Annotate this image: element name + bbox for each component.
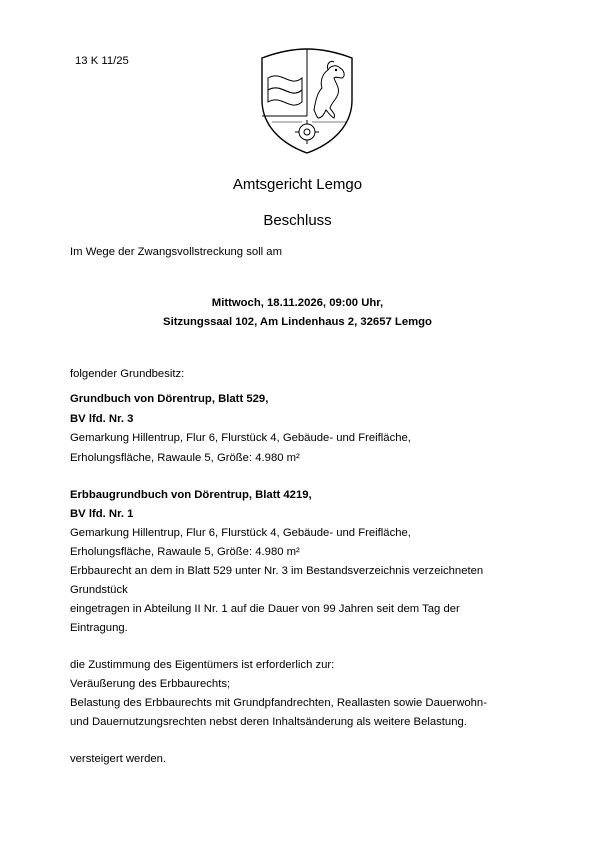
- entry1-bv: BV lfd. Nr. 3: [70, 413, 134, 425]
- closing-text: versteigert werden.: [70, 753, 167, 765]
- consent-line: die Zustimmung des Eigentümers ist erforderlich zur:: [70, 659, 335, 671]
- consent-line: und Dauernutzungsrechten nebst deren Inhaltsänderung als weitere Belastung.: [70, 716, 467, 728]
- entry2-line: Gemarkung Hillentrup, Flur 6, Flurstück 4, Gebäude- und Freifläche,: [70, 527, 411, 539]
- document-title: Beschluss: [263, 212, 332, 229]
- consent-line: Veräußerung des Erbbaurechts;: [70, 678, 231, 690]
- entry2-line: Erbbaurecht an dem in Blatt 529 unter Nr. 3 im Bestandsverzeichnis verzeichneten: [70, 565, 484, 577]
- entry2-bv: BV lfd. Nr. 1: [70, 508, 134, 520]
- entry2-line: eingetragen in Abteilung II Nr. 1 auf die Dauer von 99 Jahren seit dem Tag der: [70, 603, 460, 615]
- consent-line: Belastung des Erbbaurechts mit Grundpfandrechten, Reallasten sowie Dauerwohn-: [70, 697, 487, 709]
- entry2-line: Erholungsfläche, Rawaule 5, Größe: 4.980 m²: [70, 546, 300, 558]
- entry2-heading: Erbbaugrundbuch von Dörentrup, Blatt 4219,: [70, 489, 312, 501]
- entry1-heading: Grundbuch von Dörentrup, Blatt 529,: [70, 393, 269, 405]
- entry1-line: Gemarkung Hillentrup, Flur 6, Flurstück 4, Gebäude- und Freifläche,: [70, 432, 411, 444]
- case-number: 13 K 11/25: [75, 55, 129, 67]
- entry1-line: Erholungsfläche, Rawaule 5, Größe: 4.980 m²: [70, 452, 300, 464]
- property-intro: folgender Grundbesitz:: [70, 368, 185, 380]
- entry2-line: Grundstück: [70, 584, 128, 596]
- hearing-place: Sitzungssaal 102, Am Lindenhaus 2, 32657 Lemgo: [163, 316, 432, 328]
- hearing-date: Mittwoch, 18.11.2026, 09:00 Uhr,: [211, 297, 384, 309]
- nrw-coat-of-arms-icon: [258, 48, 356, 154]
- intro-text: Im Wege der Zwangsvollstreckung soll am: [70, 246, 283, 258]
- entry2-line: Eintragung.: [70, 622, 128, 634]
- court-name: Amtsgericht Lemgo: [232, 176, 363, 193]
